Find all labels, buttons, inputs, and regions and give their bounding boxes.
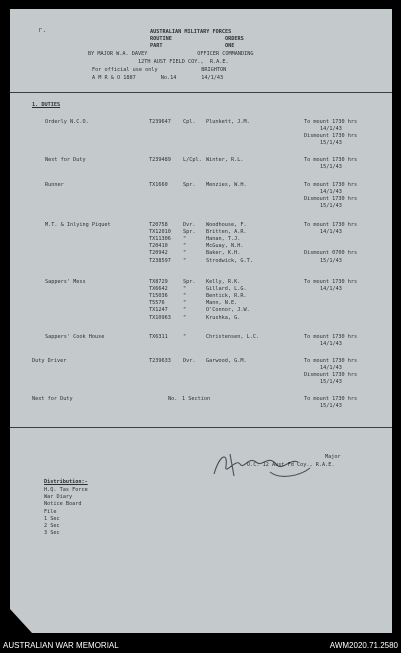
service-number: TX6311 bbox=[149, 334, 168, 340]
duty-date: 15/1/43 bbox=[320, 203, 342, 210]
service-number: TX6642 bbox=[149, 286, 168, 293]
duty-date: 14/1/43 bbox=[320, 286, 342, 293]
duty-date: 15/1/43 bbox=[320, 379, 342, 386]
soldier-name: Menzies, W.H. bbox=[206, 182, 247, 188]
duty-date: 14/1/43 bbox=[320, 229, 342, 236]
header-line-5: 12TH AUST FIELD COY., R.A.E. bbox=[138, 59, 229, 65]
soldier-name: Kelly, R.K. bbox=[206, 279, 241, 285]
rank: " bbox=[183, 257, 187, 264]
distribution-item: H.Q. Tas Force bbox=[44, 487, 88, 493]
duty-date: 15/1/43 bbox=[320, 257, 342, 264]
rank: " bbox=[183, 334, 187, 340]
soldier-name: O'Connor, J.W. bbox=[206, 307, 250, 314]
service-number: T20758 bbox=[149, 222, 168, 228]
header-line-4: BY MAJOR W.A. DAVEY OFFICER COMMANDING bbox=[88, 51, 254, 57]
rank: Spr. bbox=[183, 229, 196, 236]
rank: " bbox=[183, 250, 187, 257]
duty-date: 15/1/43 bbox=[320, 403, 342, 410]
duty-time: To mount 1730 hrs bbox=[304, 279, 358, 285]
duty-name: Runner bbox=[45, 182, 64, 188]
soldier-name: Christensen, L.C. bbox=[206, 334, 260, 340]
service-number: TX1660 bbox=[149, 182, 168, 188]
footer-reference: AWM2020.71.2580 bbox=[329, 641, 398, 650]
duty-name: Next for Duty bbox=[45, 157, 86, 163]
rank: L/Cpl. bbox=[183, 157, 202, 163]
duty-time: To mount 1730 hrs bbox=[304, 182, 358, 188]
soldier-name: Bentick, R.R. bbox=[206, 293, 247, 300]
service-number: TX1247 bbox=[149, 307, 168, 314]
distribution-item: 1 Sec bbox=[44, 515, 60, 522]
torn-corner bbox=[10, 609, 32, 633]
service-number: T239489 bbox=[149, 157, 171, 163]
rank: Dvr. bbox=[183, 222, 196, 228]
soldier-name: Strodwick, G.T. bbox=[206, 257, 253, 264]
pencil-mark: r. bbox=[38, 26, 47, 34]
soldier-name: Winter, R.L. bbox=[206, 157, 244, 163]
service-number: T239633 bbox=[149, 358, 171, 364]
soldier-name: McGuay, N.H. bbox=[206, 243, 244, 250]
document-page bbox=[10, 9, 392, 633]
duty-name: Duty Driver bbox=[32, 358, 67, 364]
soldier-name: Garwood, G.M. bbox=[206, 358, 247, 364]
service-number: TX12010 bbox=[149, 229, 171, 236]
header-rule bbox=[10, 92, 392, 93]
soldier-name: Britten, A.R. bbox=[206, 229, 247, 236]
distribution-heading: Distribution:- bbox=[44, 479, 88, 485]
duty-time: Dismount 1730 hrs bbox=[304, 196, 358, 203]
rank: " bbox=[183, 293, 187, 300]
distribution-item: 2 Sec bbox=[44, 523, 60, 529]
service-number: TX8729 bbox=[149, 279, 168, 285]
duty-time: To mount 1730 hrs bbox=[304, 157, 358, 163]
duty-name: Sappers' Cook House bbox=[45, 334, 105, 340]
header-line-6: For official use only BRIGHTON bbox=[92, 67, 227, 73]
rank: " bbox=[183, 236, 187, 243]
rank: " bbox=[183, 314, 187, 321]
service-number: TX11306 bbox=[149, 236, 171, 243]
header-line-2: ROUTINE ORDERS bbox=[150, 36, 244, 42]
signature-rank: Major bbox=[325, 454, 341, 460]
rank: " bbox=[183, 300, 187, 307]
rank: Spr. bbox=[183, 182, 196, 188]
header-line-3: PART ONE bbox=[150, 43, 235, 49]
duty-time: To mount 1730 hrs bbox=[304, 396, 358, 402]
duty-time: To mount 1730 hrs bbox=[304, 358, 358, 364]
distribution-item: War Diary bbox=[44, 494, 73, 501]
duty-date: 15/1/43 bbox=[320, 164, 342, 171]
service-number: T20942 bbox=[149, 250, 168, 257]
distribution-item: Notice Board bbox=[44, 501, 82, 508]
duty-time: To mount 1730 hrs bbox=[304, 119, 358, 125]
service-number: T20410 bbox=[149, 243, 168, 250]
duty-name: Next for Duty bbox=[32, 396, 73, 402]
rank: Spr. bbox=[183, 279, 196, 285]
duty-date: 14/1/43 bbox=[320, 126, 342, 133]
duty-time: To mount 1730 hrs bbox=[304, 222, 358, 228]
duty-time: Dismount 1730 hrs bbox=[304, 372, 358, 379]
duty-time: Dismount 0700 hrs bbox=[304, 250, 358, 257]
distribution-item: 3 Sec bbox=[44, 530, 60, 537]
footer-bar bbox=[0, 639, 401, 653]
distribution-item: File bbox=[44, 508, 57, 515]
duty-date: 14/1/43 bbox=[320, 365, 342, 372]
signature-title: O.C. 12 Aust Fd Coy., R.A.E. bbox=[247, 462, 335, 468]
service-number: T239647 bbox=[149, 119, 171, 125]
rank: " bbox=[183, 243, 187, 250]
duty-date: 14/1/43 bbox=[320, 341, 342, 348]
lower-rule bbox=[10, 427, 392, 428]
soldier-name: Mann, N.E. bbox=[206, 300, 238, 307]
rank: " bbox=[183, 286, 187, 293]
soldier-name: Plunkett, J.M. bbox=[206, 119, 250, 125]
soldier-name: Hanan, T.J. bbox=[206, 236, 241, 243]
duty-name: Orderly N.C.O. bbox=[45, 119, 89, 125]
service-number: TX10963 bbox=[149, 314, 171, 321]
service-number: T15036 bbox=[149, 293, 168, 300]
soldier-name: Baker, K.H. bbox=[206, 250, 241, 257]
duty-date: 14/1/43 bbox=[320, 189, 342, 196]
soldier-name: Gillard, L.G. bbox=[206, 286, 247, 293]
header-line-7: A M R & O 1887 No.14 14/1/43 bbox=[92, 75, 224, 81]
service-number: T238597 bbox=[149, 257, 171, 264]
footer-source: AUSTRALIAN WAR MEMORIAL bbox=[3, 641, 119, 650]
section-heading: 1. DUTIES bbox=[32, 102, 61, 108]
soldier-name: Krushka, G. bbox=[206, 314, 241, 321]
soldier-name: 1 Section bbox=[182, 396, 211, 402]
rank: Cpl. bbox=[183, 119, 196, 125]
duty-name: Sappers' Mess bbox=[45, 279, 86, 285]
soldier-name: Woodhouse, F. bbox=[206, 222, 247, 228]
rank: No. bbox=[168, 396, 178, 402]
rank: Dvr. bbox=[183, 358, 196, 364]
header-line-1: AUSTRALIAN MILITARY FORCES bbox=[150, 29, 232, 35]
duty-time: To mount 1730 hrs bbox=[304, 334, 358, 340]
duty-name: M.T. & Inlying Piquet bbox=[45, 222, 111, 228]
rank: " bbox=[183, 307, 187, 314]
service-number: T5576 bbox=[149, 300, 165, 307]
duty-date: 15/1/43 bbox=[320, 140, 342, 147]
duty-time: Dismount 1730 hrs bbox=[304, 133, 358, 140]
